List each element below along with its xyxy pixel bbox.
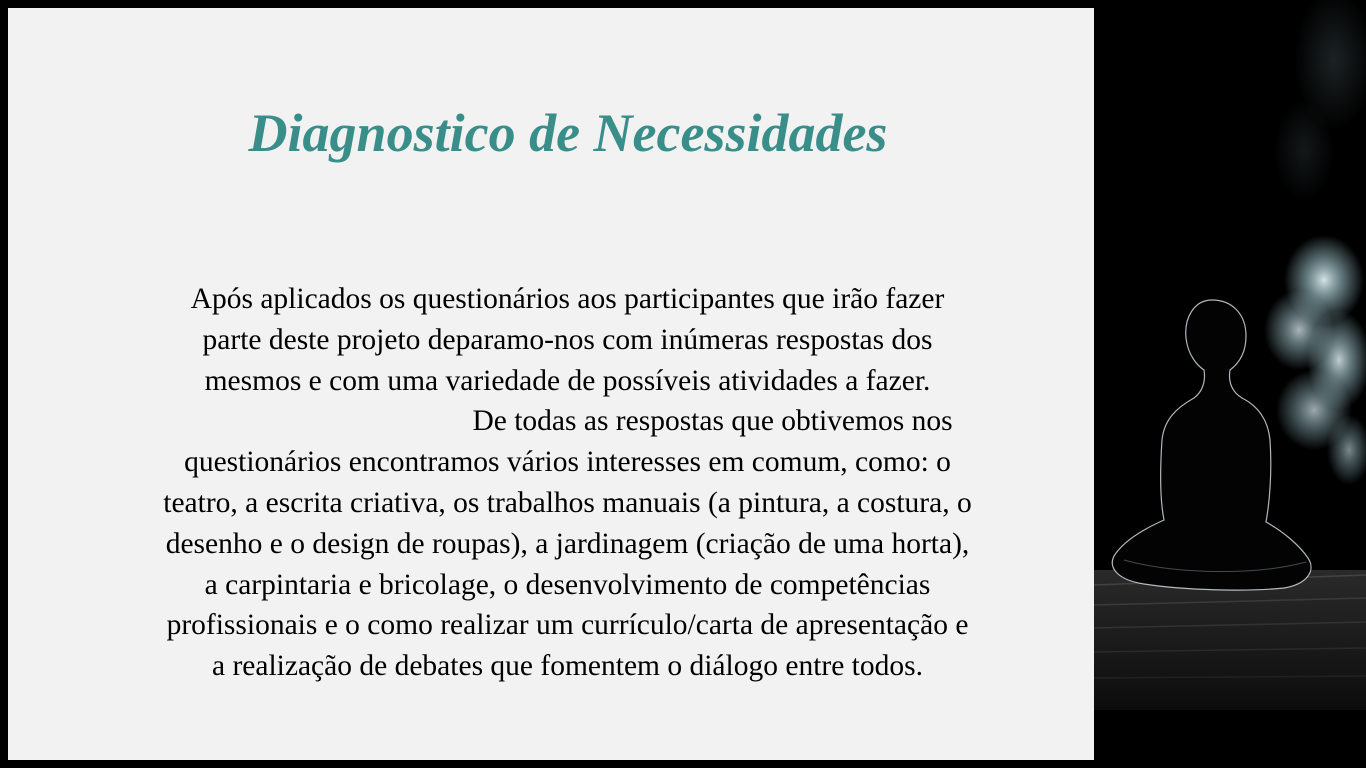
- body-line: profissionais e o como realizar um currículo/carta de apresentação e: [166, 609, 969, 642]
- silhouette-smoke-photo: [1094, 0, 1366, 768]
- body-line: desenho e o design de roupas), a jardinagem (criação de uma horta),: [165, 527, 970, 560]
- slide-title: Diagnostico de Necessidades: [248, 103, 888, 163]
- body-line: parte deste projeto deparamo-nos com inúmeras respostas dos: [202, 323, 933, 356]
- text-panel: [8, 8, 1094, 760]
- body-line: a realização de debates que fomentem o diálogo entre todos.: [212, 650, 923, 683]
- body-line: De todas as respostas que obtivemos nos: [472, 405, 953, 438]
- body-line: a carpintaria e bricolage, o desenvolvimento de competências: [204, 568, 931, 601]
- slide-body: [100, 279, 1035, 687]
- body-line: mesmos e com uma variedade de possíveis atividades a fazer.: [204, 364, 931, 397]
- body-line: questionários encontramos vários interesses em comum, como: o: [184, 446, 951, 479]
- body-line: teatro, a escrita criativa, os trabalhos manuais (a pintura, a costura, o: [163, 486, 972, 519]
- body-line: Após aplicados os questionários aos participantes que irão fazer: [190, 283, 945, 315]
